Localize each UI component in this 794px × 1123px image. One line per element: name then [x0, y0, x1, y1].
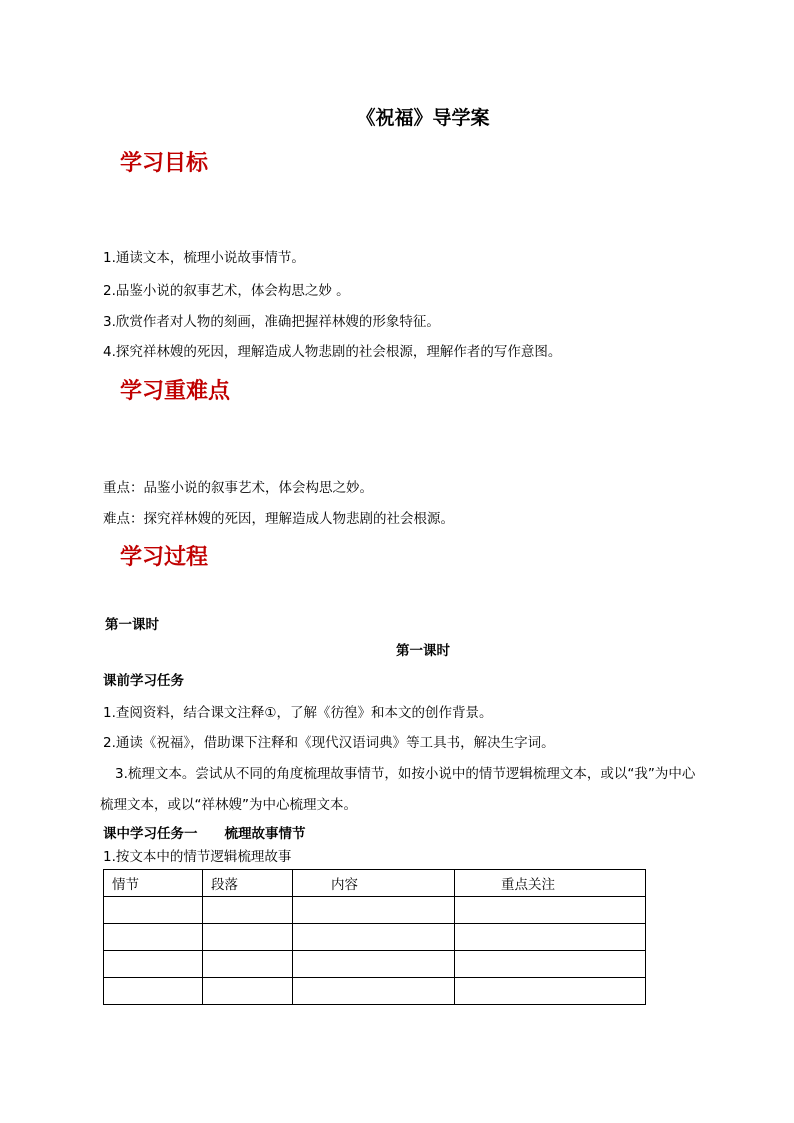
document-title: 《祝福》导学案 — [356, 107, 490, 129]
table-row — [104, 978, 646, 1005]
table-cell[interactable] — [104, 978, 203, 1005]
table-cell[interactable] — [104, 924, 203, 951]
table-cell[interactable] — [455, 897, 646, 924]
table-row — [104, 951, 646, 978]
objective-item: 3.欣赏作者对人物的刻画，准确把握祥林嫂的形象特征。 — [103, 314, 440, 330]
table-row — [104, 924, 646, 951]
pre-task-item: 2.通读《祝福》，借助课下注释和《现代汉语词典》等工具书，解决生字词。 — [103, 735, 555, 751]
table-cell[interactable] — [455, 951, 646, 978]
pre-task-item: 3.梳理文本。尝试从不同的角度梳理故事情节，如按小说中的情节逻辑梳理文本，或以“我”为中心 — [115, 766, 696, 782]
pre-task-item: 1.查阅资料，结合课文注释①，了解《彷徨》和本文的创作背景。 — [103, 705, 493, 721]
lesson-label-center: 第一课时 — [396, 643, 450, 659]
table-cell[interactable] — [104, 951, 203, 978]
table-cell[interactable] — [293, 978, 455, 1005]
objective-item: 1.通读文本，梳理小说故事情节。 — [103, 250, 305, 266]
in-class-task-title: 课中学习任务一 梳理故事情节 — [103, 826, 306, 842]
table-header: 情节 — [104, 870, 203, 897]
keypoint-item: 难点：探究祥林嫂的死因，理解造成人物悲剧的社会根源。 — [103, 511, 454, 527]
keypoint-item: 重点：品鉴小说的叙事艺术，体会构思之妙。 — [103, 480, 373, 496]
section-heading-keypoints: 学习重难点 — [120, 378, 231, 404]
objective-item: 2.品鉴小说的叙事艺术，体会构思之妙 。 — [103, 283, 350, 299]
table-cell[interactable] — [455, 978, 646, 1005]
table-header: 重点关注 — [455, 870, 646, 897]
section-heading-objectives: 学习目标 — [120, 150, 209, 176]
table-cell[interactable] — [203, 951, 293, 978]
table-cell[interactable] — [455, 924, 646, 951]
section-heading-process: 学习过程 — [120, 544, 209, 570]
table-cell[interactable] — [203, 897, 293, 924]
table-cell[interactable] — [293, 951, 455, 978]
table-cell[interactable] — [203, 978, 293, 1005]
table-cell[interactable] — [104, 897, 203, 924]
table-cell[interactable] — [293, 924, 455, 951]
in-class-step: 1.按文本中的情节逻辑梳理故事 — [103, 849, 292, 865]
table-cell[interactable] — [293, 897, 455, 924]
table-cell[interactable] — [203, 924, 293, 951]
table-row — [104, 897, 646, 924]
lesson-label-left: 第一课时 — [105, 617, 159, 633]
objective-item: 4.探究祥林嫂的死因，理解造成人物悲剧的社会根源，理解作者的写作意图。 — [103, 344, 562, 360]
plot-table — [103, 869, 646, 1005]
pre-task-title: 课前学习任务 — [103, 673, 184, 689]
table-header: 内容 — [293, 870, 455, 897]
table-header: 段落 — [203, 870, 293, 897]
pre-task-item-continued: 梳理文本，或以“祥林嫂”为中心梳理文本。 — [100, 797, 357, 813]
